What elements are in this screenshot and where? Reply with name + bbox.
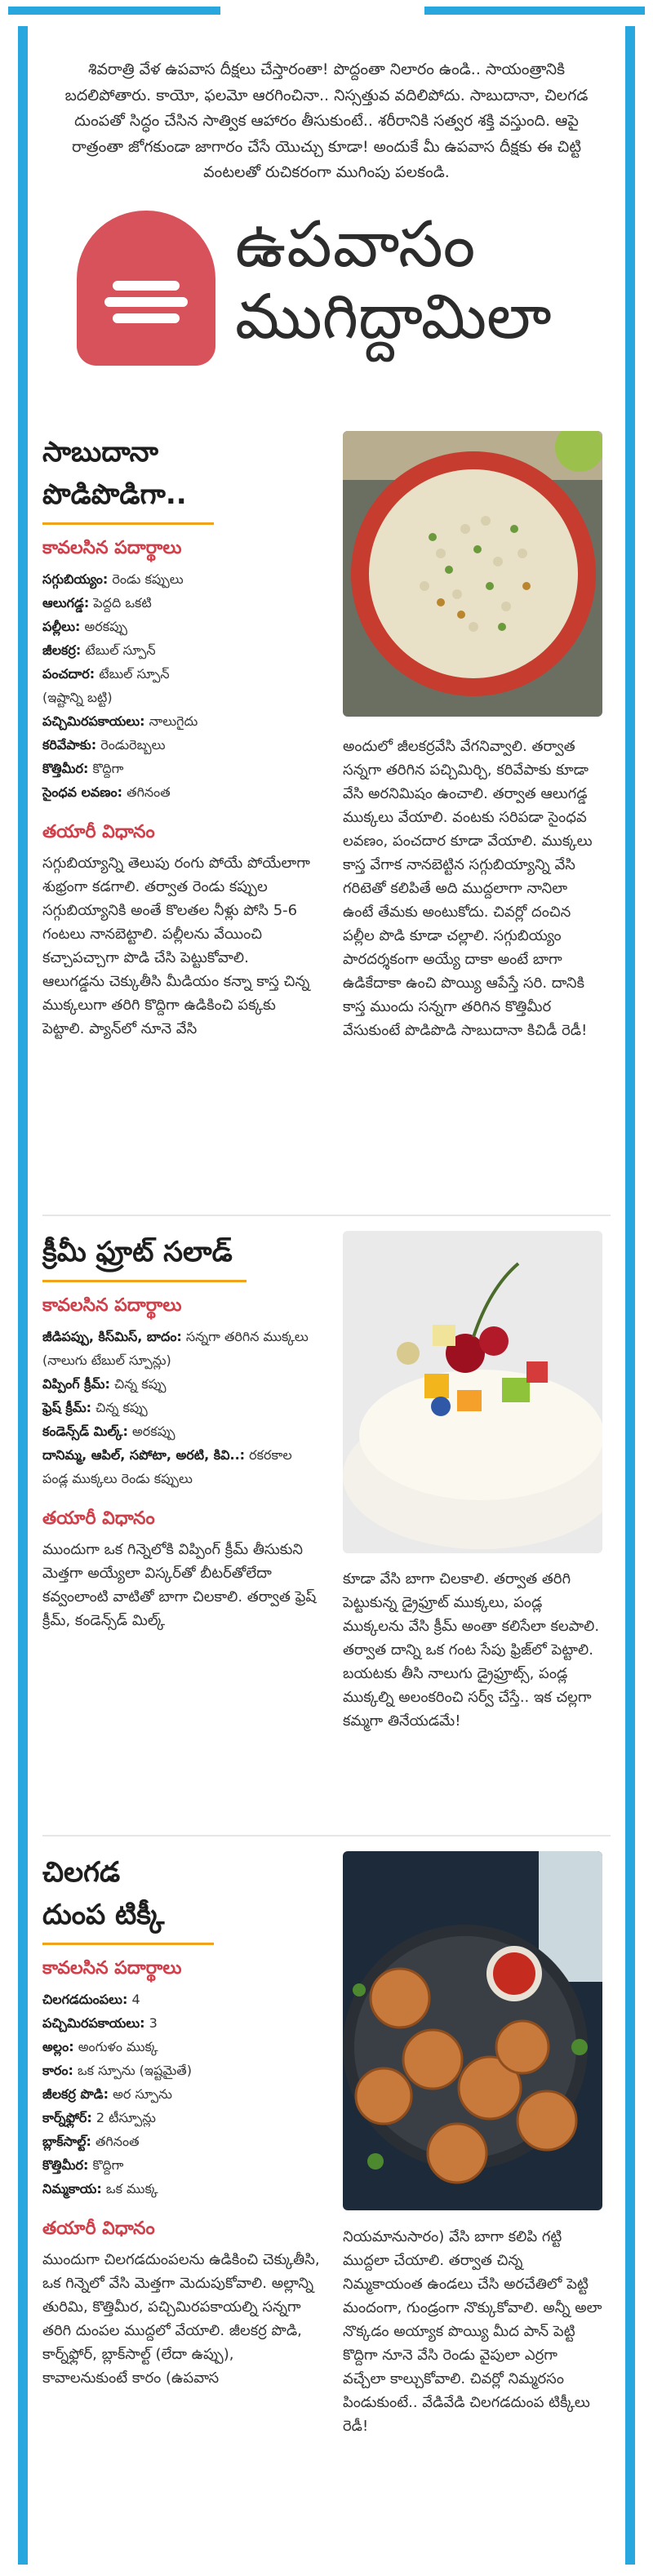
ingredient-item xyxy=(42,1988,320,2011)
ingredient-quantity: 3 xyxy=(144,2014,158,2031)
recipe-title: క్రీమీ ఫ్రూట్ సలాడ్ xyxy=(42,1235,233,1268)
ingredient-item xyxy=(42,2082,320,2106)
recipe-sweet-potato-tikki xyxy=(42,1851,611,2569)
ingredient-name: ఫ్రెష్ క్రీమ్: xyxy=(42,1399,92,1415)
ingredients-list xyxy=(42,1988,320,2201)
sabudana-photo xyxy=(343,431,602,717)
ingredient-item xyxy=(42,2011,320,2035)
ingredient-item xyxy=(42,1443,320,1490)
ingredient-name: అల్లం: xyxy=(42,2038,74,2054)
top-border-left xyxy=(8,7,220,15)
ingredient-item xyxy=(42,2059,320,2082)
title-underline xyxy=(42,522,214,525)
ingredient-name: జీడిపప్పు, కిస్‌మిస్, బాదం: xyxy=(42,1328,182,1344)
ingredient-name: చిలగడదుంపలు: xyxy=(42,1991,128,2007)
method-text-left: ముందుగా చిలగడదుంపలను ఉడికించి చెక్కుతీసి, ఒక గిన్నెలో వేసి మెత్తగా మెదుపుకోవాలి. అల్లాన్ని తురిమి, కొత్తిమీర, పచ్చిమిరపకాయల్ని సన్నగా తరిగి దుంపల ముద్దలో వేయాలి. జీలకర్ర పొడి, కార్న్‌ఫ్లోర్, బ్లాక్‌సాల్ట్ (లేదా ఉప్పు), కావాలనుకుంటే కారం (ఉపవాస xyxy=(42,2250,320,2387)
recipe-sabudana xyxy=(42,431,611,1215)
ingredient-quantity: రకరకాల పండ్ల ముక్కలు రెండు కప్పులు xyxy=(42,1446,292,1486)
title-underline xyxy=(42,1943,214,1945)
ingredient-quantity: అర స్పూను xyxy=(108,2085,172,2102)
ingredient-name: పచ్చిమిరపకాయలు: xyxy=(42,713,145,729)
top-border-right xyxy=(424,7,645,15)
ingredient-quantity: రెండురెబ్బలు xyxy=(96,736,166,753)
tikki-photo xyxy=(343,1851,602,2210)
fruit-salad-photo xyxy=(343,1231,602,1553)
ingredients-heading: కావలసిన పదార్థాలు xyxy=(42,1295,182,1316)
ingredient-item xyxy=(42,1396,320,1419)
recipe-title: సాబుదానా పొడిపొడిగా.. xyxy=(42,435,187,511)
ingredient-name: కొత్తిమీర: xyxy=(42,2156,89,2173)
ingredient-quantity: చిన్న కప్పు xyxy=(109,1375,167,1392)
ingredient-item xyxy=(42,733,312,757)
ingredients-heading: కావలసిన పదార్థాలు xyxy=(42,1957,182,1979)
ingredient-quantity: అంగుళం ముక్క xyxy=(73,2038,158,2054)
ingredient-name: కార్న్‌ఫ్లోర్: xyxy=(42,2109,92,2125)
ingredient-quantity: రెండు కప్పులు xyxy=(108,571,184,587)
ingredient-item xyxy=(42,615,312,638)
method-text-left: సగ్గుబియ్యాన్ని తెలుపు రంగు పోయే పోయేలాగా శుభ్రంగా కడగాలి. తర్వాత రెండు కప్పుల సగ్గుబియ్యానికి అంతే కొలతల నీళ్లు పోసి 5-6 గంటలు నానబెట్టాలి. పల్లీలను వేయించి కచ్చాపచ్చాగా పొడి చేసి పెట్టుకోవాలి. ఆలుగడ్డను చెక్కుతీసి మీడియం కన్నా కాస్త చిన్న ముక్కలుగా తరిగి కొద్దిగా ఉడికించి పక్కకు పెట్టాలి. ప్యాన్‌లో నూనె వేసి xyxy=(42,854,310,1037)
method-text-left: ముందుగా ఒక గిన్నెలోకి విప్పింగ్ క్రీమ్ తీసుకుని మెత్తగా అయ్యేలా విస్కర్‌తో బీటర్‌తోలేదా కవ్వంలాంటి వాటితో బాగా చిలకాలి. తర్వాత ఫ్రెష్ క్రీమ్, కండెన్స్‌డ్ మిల్క్ xyxy=(42,1540,317,1629)
ingredient-name: జీలకర్ర పొడి: xyxy=(42,2085,109,2102)
ingredient-item xyxy=(42,567,312,591)
ingredient-quantity: 2 టీస్పూన్లు xyxy=(91,2109,156,2125)
ingredients-heading: కావలసిన పదార్థాలు xyxy=(42,537,182,558)
hero-title xyxy=(235,209,552,353)
ingredient-name: కొత్తిమీర: xyxy=(42,760,89,776)
ingredient-name: సైంధవ లవణం: xyxy=(42,784,123,800)
section-divider xyxy=(42,1835,611,1837)
ingredient-name: జీలకర్ర: xyxy=(42,642,82,658)
ingredient-item xyxy=(42,686,312,709)
ingredient-quantity: తగినంత xyxy=(91,2133,140,2149)
ingredient-quantity: 4 xyxy=(127,1991,140,2007)
ingredient-quantity: టేబుల్ స్పూన్ xyxy=(81,642,156,658)
ingredient-quantity: (ఇష్టాన్ని బట్టి) xyxy=(42,689,113,705)
ingredient-quantity: ఒక ముక్క xyxy=(101,2180,158,2196)
ingredient-name: నిమ్మకాయ: xyxy=(42,2180,102,2196)
ingredient-item xyxy=(42,2035,320,2059)
method-text-right: నియమానుసారం) వేసి బాగా కలిపి గట్టి ముద్దలా చేయాలి. తర్వాత చిన్న నిమ్మకాయంత ఉండలు చేసి అరచేతిలో పెట్టి మందంగా, గుండ్రంగా నొక్కుకోవాలి. అన్నీ అలా నొక్కడం అయ్యాక పొయ్యి మీద పాన్ పెట్టి కొద్దిగా నూనె వేసి రెండు వైపులా ఎర్రగా వచ్చేలా కాల్చుకోవాలి. చివర్లో నిమ్మరసం పిండుకుంటే.. వేడివేడి చిలగడదుంప టిక్కీలు రెడీ! xyxy=(343,2227,602,2435)
ingredient-quantity: పెద్దది ఒకటి xyxy=(89,594,152,611)
ingredient-name: దానిమ్మ, ఆపిల్, సపోటా, అరటి, కివి..: xyxy=(42,1446,246,1463)
ingredient-quantity: సన్నగా తరిగిన ముక్కలు (నాలుగు టేబుల్ స్పూన్లు) xyxy=(42,1328,309,1368)
hero-title-line-1: ఉపవాసం xyxy=(235,207,477,282)
ingredient-name: కారం: xyxy=(42,2062,73,2078)
lamp-icon xyxy=(77,211,215,366)
ingredient-quantity: కొద్దిగా xyxy=(88,2156,124,2173)
ingredient-item xyxy=(42,2130,320,2153)
ingredient-item xyxy=(42,591,312,615)
method-heading: తయారీ విధానం xyxy=(42,2218,155,2239)
ingredient-name: పంచదార: xyxy=(42,665,96,682)
ingredient-item xyxy=(42,662,312,686)
ingredient-name: ఆలుగడ్డ: xyxy=(42,594,90,611)
side-border-left xyxy=(18,26,28,2565)
title-underline xyxy=(42,1280,247,1282)
intro-paragraph: శివరాత్రి వేళ ఉపవాస దీక్షలు చేస్తారంతా! పొద్దంతా నిలారం ఉండి.. సాయంత్రానికి బదలిపోతారు. కాయో, ఫలమో ఆరగించినా.. నిస్సత్తువ వదిలిపోదు. సాబుదానా, చిలగడ దుంపతో సిద్ధం చేసిన సాత్విక ఆహారం తీసుకుంటే.. శరీరానికి సత్వర శక్తి వస్తుంది. ఆపై రాత్రంతా జోగకుండా జాగారం చేసే యెుచ్చు కూడా! అందుకే మీ ఉపవాస దీక్షకు ఈ చిట్టి వంటలతో రుచికరంగా ముగింపు పలకండి. xyxy=(64,60,589,181)
side-border-right xyxy=(625,26,635,2565)
ingredient-quantity: చిన్న కప్పు xyxy=(91,1399,148,1415)
hero-title-line-2: ముగిద్దామిలా xyxy=(235,279,552,353)
ingredient-quantity: కొద్దిగా xyxy=(88,760,124,776)
ingredient-item xyxy=(42,709,312,733)
ingredient-name: కండెన్స్‌డ్ మిల్క్: xyxy=(42,1423,128,1439)
ingredient-item xyxy=(42,1372,320,1396)
ingredients-list xyxy=(42,567,312,804)
ingredient-quantity: టేబుల్ స్పూన్ xyxy=(95,665,170,682)
ingredient-quantity: తగినంత xyxy=(122,784,171,800)
ingredient-name: సగ్గుబియ్యం: xyxy=(42,571,109,587)
ingredient-item xyxy=(42,757,312,780)
ingredient-name: బ్లాక్‌సాల్ట్: xyxy=(42,2133,91,2149)
method-heading: తయారీ విధానం xyxy=(42,1508,155,1529)
article-page xyxy=(42,42,611,2569)
method-heading: తయారీ విధానం xyxy=(42,821,155,842)
ingredient-item xyxy=(42,1419,320,1443)
recipe-title: చిలగడ దుంప టిక్కీ xyxy=(42,1855,165,1931)
ingredient-item xyxy=(42,2153,320,2177)
ingredient-quantity: అరకప్పు xyxy=(127,1423,175,1439)
ingredient-name: విప్పింగ్ క్రీమ్: xyxy=(42,1375,110,1392)
ingredient-name: పచ్చిమిరపకాయలు: xyxy=(42,2014,145,2031)
ingredient-name: పల్లీలు: xyxy=(42,618,81,634)
ingredient-item xyxy=(42,2106,320,2130)
ingredient-item xyxy=(42,1325,320,1372)
recipe-fruit-salad xyxy=(42,1231,611,1835)
ingredients-list xyxy=(42,1325,320,1490)
method-text-right: అందులో జీలకర్రవేసి వేగనివ్వాలి. తర్వాత సన్నగా తరిగిన పచ్చిమిర్చి, కరివేపాకు కూడా వేసి అరనిమిషం ఉంచాలి. తర్వాత ఆలుగడ్డ ముక్కలు వేయాలి. వంటకు సరిపడా సైంధవ లవణం, పంచదార కూడా వేయాలి. ముక్కలు కాస్త వేగాక నానబెట్టిన సగ్గుబియ్యాన్ని వేసి గరిటెతో కలిపితే అది ముద్దలాగా నానిలా ఉంటే తేమకు అంటుకోదు. చివర్లో దంచిన పల్లీల పొడి కూడా చల్లాలి. సగ్గుబియ్యం పారదర్శకంగా అయ్యే దాకా అంటే బాగా ఉడికేదాకా ఉంచి పొయ్యి ఆపేస్తే సరి. దానికి కాస్త ముందు సన్నగా తరిగిన కొత్తిమీర వేసుకుంటే పొడిపొడి సాబుదానా కిచిడీ రెడీ! xyxy=(343,737,593,1039)
section-divider xyxy=(42,1215,611,1216)
ingredient-item xyxy=(42,2177,320,2201)
ingredient-name: కరివేపాకు: xyxy=(42,736,97,753)
ingredient-item xyxy=(42,638,312,662)
ingredient-quantity: అరకప్పు xyxy=(80,618,128,634)
hero-header xyxy=(42,202,611,406)
ingredient-quantity: ఒక స్పూను (ఇష్టమైతే) xyxy=(73,2062,192,2078)
ingredient-item xyxy=(42,780,312,804)
method-text-right: కూడా వేసి బాగా చిలకాలి. తర్వాత తరిగి పెట్టుకున్న డ్రైఫ్రూట్ ముక్కలు, పండ్ల ముక్కలను వేసి క్రీమ్ అంతా కలిసేలా కలపాలి. తర్వాత దాన్ని ఒక గంట సేపు ఫ్రిజ్‌లో పెట్టాలి. బయటకు తీసి నాలుగు డ్రైఫ్రూట్స్, పండ్ల ముక్కల్ని అలంకరించి సర్వ్ చేస్తే.. ఇక చల్లగా కమ్మగా తినేయడమే! xyxy=(343,1570,600,1730)
ingredient-quantity: నాలుగైదు xyxy=(144,713,198,729)
